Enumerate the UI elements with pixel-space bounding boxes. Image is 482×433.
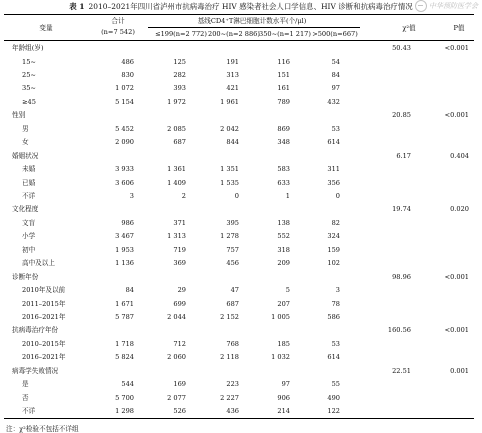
cell-c4: 55 xyxy=(331,380,340,389)
cell-total: 1 072 xyxy=(115,84,134,93)
cell-chi: 98.96 xyxy=(392,272,411,281)
row-item-label: 2010年及以前 xyxy=(22,286,66,295)
cell-c3: 318 xyxy=(277,245,290,254)
cell-c4: 53 xyxy=(331,339,340,348)
cell-p: <0.001 xyxy=(444,272,469,281)
row-item-label: 2011–2015年 xyxy=(22,299,66,308)
cell-c4: 490 xyxy=(327,393,340,402)
cell-c1: 371 xyxy=(173,218,186,227)
cell-c4: 159 xyxy=(327,245,340,254)
cell-total: 1 953 xyxy=(115,245,134,254)
cell-c3: 906 xyxy=(277,393,290,402)
cell-total: 986 xyxy=(121,218,134,227)
row-group-label: 婚姻状况 xyxy=(12,151,39,160)
cell-c2: 395 xyxy=(226,218,239,227)
cell-chi: 19.74 xyxy=(392,205,411,214)
cell-total: 3 606 xyxy=(115,178,134,187)
cell-c4: 54 xyxy=(331,57,340,66)
row-item-label: ≥45 xyxy=(22,97,36,106)
cell-c3: 583 xyxy=(277,165,290,174)
cell-c1: 2 xyxy=(181,191,186,200)
cell-c3: 1 xyxy=(285,191,290,200)
cell-c1: 1 313 xyxy=(167,232,186,241)
header-cd4-col-1: ≤199(n=2 772) xyxy=(155,30,207,38)
row-item-label: 不详 xyxy=(22,407,36,416)
cell-c1: 526 xyxy=(173,407,186,416)
cell-c2: 436 xyxy=(226,407,239,416)
table-footnote: 注：χ²检验不包括不详组 xyxy=(6,425,79,433)
cell-chi: 22.51 xyxy=(392,366,411,375)
cell-c2: 2 152 xyxy=(220,313,239,321)
cell-c2: 768 xyxy=(226,339,239,348)
cell-c3: 151 xyxy=(277,70,290,79)
cell-c1: 282 xyxy=(173,70,186,79)
cell-c4: 102 xyxy=(327,259,340,268)
cell-c2: 1 278 xyxy=(220,232,239,241)
cell-total: 486 xyxy=(121,57,134,66)
table-caption xyxy=(0,1,482,12)
row-item-label: 不详 xyxy=(22,191,36,200)
row-item-label: 2010–2015年 xyxy=(22,339,66,348)
cell-c3: 5 xyxy=(285,286,290,295)
cell-c3: 348 xyxy=(277,138,290,147)
cell-c3: 185 xyxy=(277,339,290,348)
cell-total: 5 787 xyxy=(115,313,134,321)
cell-c4: 78 xyxy=(331,299,340,308)
cell-total: 3 xyxy=(129,191,134,200)
cell-total: 5 700 xyxy=(115,393,134,402)
cell-c3: 161 xyxy=(277,84,290,93)
row-item-label: 女 xyxy=(22,138,29,147)
cell-c1: 29 xyxy=(177,286,186,295)
cell-c1: 719 xyxy=(173,245,186,254)
cell-p: <0.001 xyxy=(444,111,469,120)
table-number: 表 1 xyxy=(69,2,85,11)
cell-chi: 6.17 xyxy=(396,151,411,160)
cell-c3: 214 xyxy=(277,407,290,416)
row-group-label: 文化程度 xyxy=(12,205,39,214)
cell-chi: 160.56 xyxy=(387,326,411,335)
journal-logo-icon xyxy=(415,0,427,12)
row-item-label: 是 xyxy=(22,380,29,389)
cell-c4: 356 xyxy=(327,178,340,187)
header-cd4-col-3: 350~(n=1 217) xyxy=(259,30,311,38)
header-cd4-col-2: 200~(n=2 886) xyxy=(208,30,260,38)
cell-c2: 757 xyxy=(226,245,239,254)
cd4-group-rule xyxy=(148,27,360,28)
cell-c1: 369 xyxy=(173,259,186,268)
cell-c3: 207 xyxy=(277,299,290,308)
cell-c4: 53 xyxy=(331,124,340,133)
cell-c4: 311 xyxy=(327,165,340,174)
cell-total: 1 718 xyxy=(115,339,134,348)
cell-c2: 1 535 xyxy=(220,178,239,187)
cell-c2: 2 118 xyxy=(220,353,239,362)
cell-c1: 2 085 xyxy=(167,124,186,133)
cell-c1: 687 xyxy=(173,138,186,147)
cell-c3: 116 xyxy=(277,57,290,66)
cell-c3: 633 xyxy=(277,178,290,187)
cell-c3: 869 xyxy=(277,124,290,133)
cell-c2: 47 xyxy=(230,286,239,295)
row-item-label: 小学 xyxy=(22,232,36,241)
cell-c1: 1 361 xyxy=(167,165,186,174)
cell-chi: 20.85 xyxy=(392,111,411,120)
row-item-label: 否 xyxy=(22,393,29,402)
cell-c1: 169 xyxy=(173,380,186,389)
cell-c4: 432 xyxy=(327,97,340,106)
cell-c1: 2 044 xyxy=(167,313,186,321)
cell-p: 0.404 xyxy=(450,151,469,160)
row-group-label: 诊断年份 xyxy=(12,272,39,281)
cell-total: 544 xyxy=(121,380,134,389)
cell-c2: 2 042 xyxy=(220,124,239,133)
cell-c3: 1 005 xyxy=(271,313,290,321)
cell-c2: 0 xyxy=(234,191,239,200)
cell-c1: 393 xyxy=(173,84,186,93)
row-group-label: 病毒学失败情况 xyxy=(12,366,59,375)
cell-total: 5 824 xyxy=(115,353,134,362)
row-item-label: 高中及以上 xyxy=(22,259,55,268)
cell-c1: 1 409 xyxy=(167,178,186,187)
cell-c2: 844 xyxy=(226,138,239,147)
cell-p: 0.001 xyxy=(450,366,469,375)
cell-c1: 712 xyxy=(173,339,186,348)
cell-c3: 552 xyxy=(277,232,290,241)
header-cd4-group: 基线CD4⁺T淋巴细胞计数水平(个/μl) xyxy=(197,17,307,25)
table-title: 2010–2021年四川省泸州市抗病毒治疗 HIV 感染者社会人口学信息、HIV 诊断和抗病毒治疗情况 xyxy=(88,2,413,11)
cell-c3: 1 032 xyxy=(271,353,290,362)
cell-total: 84 xyxy=(125,286,134,295)
cell-c4: 586 xyxy=(327,313,340,321)
row-item-label: 2016–2021年 xyxy=(22,353,66,362)
cell-c2: 421 xyxy=(226,84,239,93)
header-variable: 变量 xyxy=(39,24,53,32)
cell-p: 0.020 xyxy=(450,205,469,214)
cell-c4: 324 xyxy=(327,232,340,241)
row-item-label: 未婚 xyxy=(22,165,36,174)
cell-c1: 2 077 xyxy=(167,393,186,402)
row-item-label: 男 xyxy=(22,124,29,133)
cell-total: 2 090 xyxy=(115,138,134,147)
cell-c2: 191 xyxy=(226,57,239,66)
cell-c4: 0 xyxy=(335,191,340,200)
row-item-label: 文盲 xyxy=(22,218,36,227)
table-top-rule xyxy=(4,14,474,15)
cell-c3: 97 xyxy=(281,380,290,389)
cell-total: 5 154 xyxy=(115,97,134,106)
cell-c1: 699 xyxy=(173,299,186,308)
row-item-label: 已婚 xyxy=(22,178,36,187)
watermark-text: 中华预防医学会 xyxy=(429,2,478,10)
cell-total: 830 xyxy=(121,70,134,79)
cell-p: <0.001 xyxy=(444,44,469,52)
cell-c2: 687 xyxy=(226,299,239,308)
cell-c1: 1 972 xyxy=(167,97,186,106)
cell-c1: 2 060 xyxy=(167,353,186,362)
row-item-label: 25~ xyxy=(22,70,36,79)
cell-c4: 97 xyxy=(331,84,340,93)
cell-total: 1 136 xyxy=(115,259,134,268)
row-group-label: 性别 xyxy=(12,111,26,120)
cell-c3: 209 xyxy=(277,259,290,268)
cell-total: 1 298 xyxy=(115,407,134,416)
cell-c4: 3 xyxy=(335,286,340,295)
table-bottom-rule xyxy=(4,418,474,419)
row-group-label: 抗病毒治疗年份 xyxy=(12,326,59,335)
cell-total: 5 452 xyxy=(115,124,134,133)
cell-total: 3 467 xyxy=(115,232,134,241)
cell-c2: 2 227 xyxy=(220,393,239,402)
cell-c2: 456 xyxy=(226,259,239,268)
cell-c2: 1 351 xyxy=(220,165,239,174)
header-total-n: (n=7 542) xyxy=(101,28,135,36)
header-chi: χ²值 xyxy=(402,24,416,32)
header-total-label: 合计 xyxy=(111,17,125,25)
row-item-label: 15~ xyxy=(22,57,36,66)
cell-chi: 50.43 xyxy=(392,44,411,52)
cell-p: <0.001 xyxy=(444,326,469,335)
table-header-rule xyxy=(4,40,474,41)
cell-c3: 789 xyxy=(277,97,290,106)
cell-c4: 614 xyxy=(327,353,340,362)
cell-c3: 138 xyxy=(277,218,290,227)
cell-c4: 614 xyxy=(327,138,340,147)
cell-c4: 84 xyxy=(331,70,340,79)
row-item-label: 初中 xyxy=(22,245,36,254)
row-group-label: 年龄组(岁) xyxy=(12,44,44,52)
header-cd4-col-4: >500(n=667) xyxy=(312,30,358,38)
cell-c4: 122 xyxy=(327,407,340,416)
row-item-label: 35~ xyxy=(22,84,36,93)
row-item-label: 2016–2021年 xyxy=(22,313,66,321)
cell-c4: 82 xyxy=(331,218,340,227)
cell-c2: 1 961 xyxy=(220,97,239,106)
cell-c1: 125 xyxy=(173,57,186,66)
header-p: P值 xyxy=(453,24,465,32)
journal-watermark xyxy=(415,0,478,12)
cell-total: 1 671 xyxy=(115,299,134,308)
cell-c2: 223 xyxy=(226,380,239,389)
cell-c2: 313 xyxy=(226,70,239,79)
cell-total: 3 933 xyxy=(115,165,134,174)
